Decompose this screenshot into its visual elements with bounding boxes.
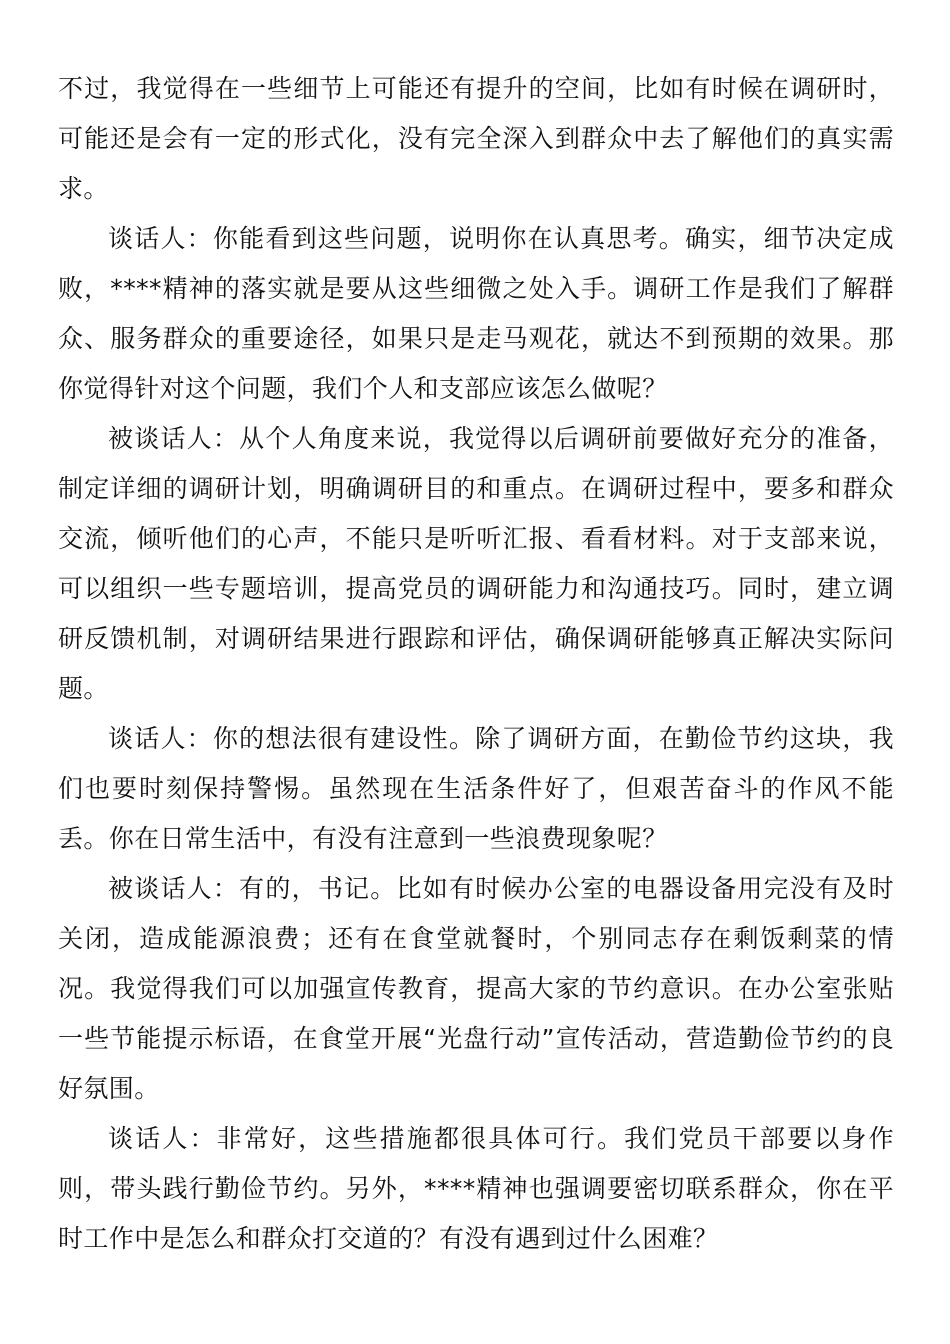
paragraph-interviewer-3: 谈话人：非常好，这些措施都很具体可行。我们党员干部要以身作则，带头践行勤俭节约。另外，****精神也强调要密切联系群众，你在平时工作中是怎么和群众打交道的？有没有遇到过什么困难？ (58, 1124, 894, 1253)
paragraph-interviewee-1: 被谈话人：从个人角度来说，我觉得以后调研前要做好充分的准备，制定详细的调研计划，明确调研目的和重点。在调研过程中，要多和群众交流，倾听他们的心声，不能只是听听汇报、看看材料。对于支部来说，可以组织一些专题培训，提高党员的调研能力和沟通技巧。同时，建立调研反馈机制，对调研结果进行跟踪和评估，确保调研能够真正解决实际问题。 (58, 424, 894, 703)
document-page (58, 64, 894, 1264)
paragraph-interviewee-2: 被谈话人：有的，书记。比如有时候办公室的电器设备用完没有及时关闭，造成能源浪费；还有在食堂就餐时，个别同志存在剩饭剩菜的情况。我觉得我们可以加强宣传教育，提高大家的节约意识。在办公室张贴一些节能提示标语，在食堂开展“光盘行动”宣传活动，营造勤俭节约的良好氛围。 (58, 874, 894, 1103)
paragraph-interviewer-1: 谈话人：你能看到这些问题，说明你在认真思考。确实，细节决定成败，****精神的落实就是要从这些细微之处入手。调研工作是我们了解群众、服务群众的重要途径，如果只是走马观花，就达不到预期的效果。那你觉得针对这个问题，我们个人和支部应该怎么做呢？ (58, 224, 894, 403)
paragraph-continuation: 不过，我觉得在一些细节上可能还有提升的空间，比如有时候在调研时，可能还是会有一定的形式化，没有完全深入到群众中去了解他们的真实需求。 (58, 74, 894, 203)
paragraph-interviewer-2: 谈话人：你的想法很有建设性。除了调研方面，在勤俭节约这块，我们也要时刻保持警惕。虽然现在生活条件好了，但艰苦奋斗的作风不能丢。你在日常生活中，有没有注意到一些浪费现象呢？ (58, 724, 894, 853)
